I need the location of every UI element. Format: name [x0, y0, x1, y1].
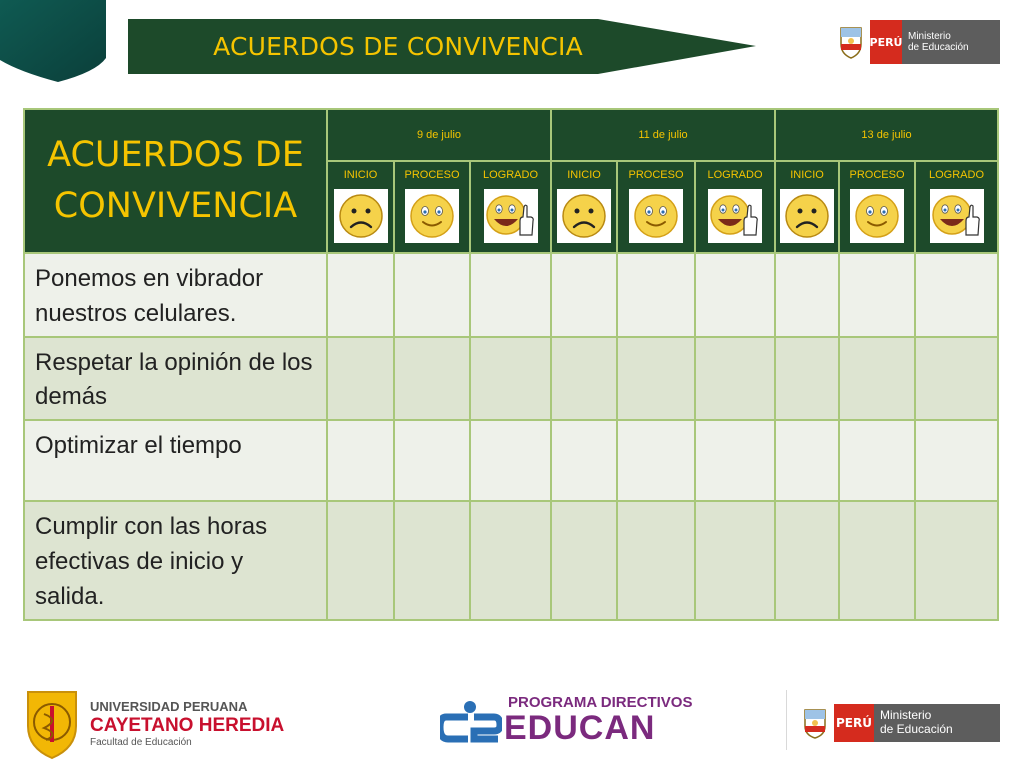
evaluation-cell[interactable] — [915, 337, 998, 421]
evaluation-cell[interactable] — [394, 420, 470, 501]
date-header-2: 11 de julio — [551, 109, 775, 161]
evaluation-cell[interactable] — [617, 420, 695, 501]
table-title-line1: ACUERDOS DE — [47, 135, 304, 176]
status-label: PROCESO — [404, 169, 460, 181]
evaluation-cell[interactable] — [695, 501, 775, 619]
status-label: INICIO — [343, 169, 378, 181]
status-label: INICIO — [790, 169, 824, 181]
thumbs-up-smiley-icon — [484, 189, 538, 243]
coat-of-arms-icon — [800, 704, 830, 742]
evaluation-cell[interactable] — [839, 253, 915, 337]
evaluation-cell[interactable] — [394, 501, 470, 619]
status-header-logrado-3 — [915, 161, 998, 253]
upch-shield-icon — [24, 688, 80, 760]
evaluation-cell[interactable] — [775, 253, 839, 337]
ministry-line2: de Educación — [908, 42, 969, 53]
peru-label: PERÚ — [870, 20, 902, 64]
sad-face-icon — [780, 189, 834, 243]
ministry-name — [902, 20, 1000, 64]
status-header-proceso-1 — [394, 161, 470, 253]
evaluation-cell[interactable] — [551, 337, 617, 421]
evaluation-cell[interactable] — [551, 420, 617, 501]
evaluation-cell[interactable] — [839, 501, 915, 619]
agreement-label: Respetar la opinión de los demás — [24, 337, 327, 421]
neutral-smile-icon — [405, 189, 459, 243]
evaluation-cell[interactable] — [551, 501, 617, 619]
table-body — [24, 253, 998, 620]
acuerdos-table — [23, 108, 999, 621]
status-label: LOGRADO — [482, 169, 538, 181]
status-header-proceso-3 — [839, 161, 915, 253]
agreement-label: Optimizar el tiempo — [24, 420, 327, 501]
ministry-name — [874, 704, 1000, 742]
evaluation-cell[interactable] — [327, 420, 394, 501]
evaluation-cell[interactable] — [470, 420, 551, 501]
status-header-inicio-3 — [775, 161, 839, 253]
evaluation-cell[interactable] — [327, 253, 394, 337]
evaluation-cell[interactable] — [470, 501, 551, 619]
evaluation-cell[interactable] — [617, 337, 695, 421]
status-label: LOGRADO — [707, 169, 763, 181]
upch-line2: CAYETANO HEREDIA — [90, 714, 285, 736]
educan-line2: EDUCAN — [504, 709, 656, 747]
ministry-line1: Ministerio — [880, 708, 932, 723]
evaluation-cell[interactable] — [775, 420, 839, 501]
evaluation-cell[interactable] — [470, 253, 551, 337]
evaluation-cell[interactable] — [775, 337, 839, 421]
status-header-logrado-1 — [470, 161, 551, 253]
status-label: INICIO — [567, 169, 601, 181]
thumbs-up-smiley-icon — [930, 189, 984, 243]
evaluation-cell[interactable] — [327, 337, 394, 421]
ministry-line1: Ministerio — [908, 30, 951, 42]
table-row — [24, 253, 998, 337]
evaluation-cell[interactable] — [775, 501, 839, 619]
title-banner — [128, 19, 756, 74]
banner-title: ACUERDOS DE CONVIVENCIA — [213, 32, 583, 61]
evaluation-cell[interactable] — [394, 253, 470, 337]
neutral-smile-icon — [850, 189, 904, 243]
evaluation-cell[interactable] — [470, 337, 551, 421]
status-label: PROCESO — [628, 169, 684, 181]
evaluation-cell[interactable] — [617, 501, 695, 619]
sad-face-icon — [334, 189, 388, 243]
ministry-logo-bottom — [800, 704, 1000, 742]
agreement-label: Ponemos en vibrador nuestros celulares. — [24, 253, 327, 337]
status-header-inicio-2 — [551, 161, 617, 253]
table-row — [24, 420, 998, 501]
table-row — [24, 501, 998, 619]
evaluation-cell[interactable] — [394, 337, 470, 421]
evaluation-cell[interactable] — [695, 253, 775, 337]
sad-face-icon — [557, 189, 611, 243]
evaluation-cell[interactable] — [695, 420, 775, 501]
table-row — [24, 337, 998, 421]
evaluation-cell[interactable] — [617, 253, 695, 337]
coat-of-arms-icon — [836, 20, 866, 64]
evaluation-cell[interactable] — [839, 337, 915, 421]
status-header-inicio-1 — [327, 161, 394, 253]
corner-decoration — [0, 0, 110, 86]
status-header-proceso-2 — [617, 161, 695, 253]
table-title-line2: CONVIVENCIA — [53, 186, 298, 226]
evaluation-cell[interactable] — [327, 501, 394, 619]
evaluation-cell[interactable] — [915, 253, 998, 337]
educan-logo — [440, 694, 692, 745]
educan-mark-icon — [440, 699, 502, 745]
status-label: LOGRADO — [928, 169, 984, 181]
table-title — [24, 109, 327, 253]
evaluation-cell[interactable] — [839, 420, 915, 501]
evaluation-cell[interactable] — [915, 420, 998, 501]
upch-logo — [24, 688, 284, 760]
evaluation-cell[interactable] — [551, 253, 617, 337]
agreement-label: Cumplir con las horas efectivas de inicio y salida. — [24, 501, 327, 619]
date-header-3: 13 de julio — [775, 109, 998, 161]
ministry-logo-top — [836, 20, 1000, 64]
ministry-line2: de Educación — [880, 722, 953, 736]
upch-line1: UNIVERSIDAD PERUANA — [90, 699, 248, 715]
status-label: PROCESO — [849, 169, 905, 181]
neutral-smile-icon — [629, 189, 683, 243]
date-header-1: 9 de julio — [327, 109, 551, 161]
upch-line3: Facultad de Educación — [90, 736, 192, 748]
educan-line1: PROGRAMA DIRECTIVOS — [508, 694, 693, 711]
evaluation-cell[interactable] — [695, 337, 775, 421]
footer-divider — [786, 690, 787, 750]
peru-label: PERÚ — [834, 704, 874, 742]
evaluation-cell[interactable] — [915, 501, 998, 619]
status-header-logrado-2 — [695, 161, 775, 253]
thumbs-up-smiley-icon — [708, 189, 762, 243]
